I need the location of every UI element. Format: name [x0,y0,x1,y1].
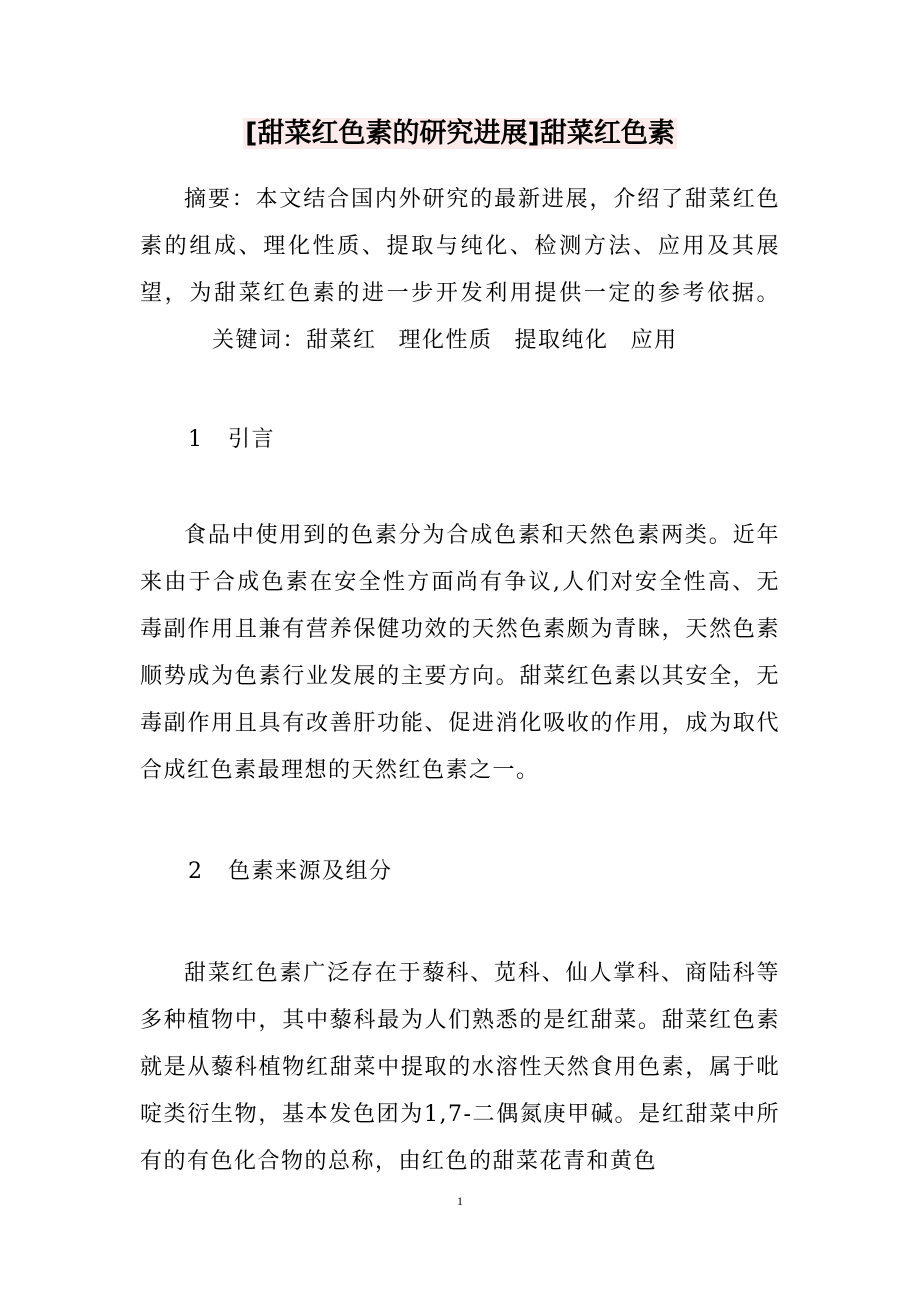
body-paragraph: 甜菜红色素广泛存在于藜科、苋科、仙人掌科、商陆科等多种植物中，其中藜科最为人们熟悉的是红甜菜。甜菜红色素就是从藜科植物红甜菜中提取的水溶性天然食用色素，属于吡啶类衍生物，基本发色团为1,7-二偶氮庚甲碱。是红甜菜中所有的有色化合物的总称，由红色的甜菜花青和黄色 [140,961,780,1174]
keywords-label: 关键词： [212,328,307,353]
section-heading-introduction [188,416,275,463]
keyword: 应用 [630,328,678,353]
title-text: [甜菜红色素的研究进展]甜菜红色素 [245,118,675,149]
abstract-block [140,176,780,364]
body-paragraph: 食品中使用到的色素分为合成色素和天然色素两类。近年来由于合成色素在安全性方面尚有争议,人们对安全性高、无毒副作用且兼有营养保健功效的天然色素颇为青睐，天然色素顺势成为色素行业发展的主要方向。甜菜红色素以其安全，无毒副作用且具有改善肝功能、促进消化吸收的作用，成为取代合成红色素最理想的天然红色素之一。 [140,523,780,783]
keyword: 提取纯化 [514,328,609,353]
keyword: 甜菜红 [306,328,377,353]
section-body-introduction [140,512,780,794]
page-number: 1 [457,1194,463,1208]
section-heading-text: 色素来源及组分 [228,859,393,884]
section-heading-sources [188,848,393,895]
abstract-text: 摘要：本文结合国内外研究的最新进展，介绍了甜菜红色素的组成、理化性质、提取与纯化、检测方法、应用及其展望，为甜菜红色素的进一步开发利用提供一定的参考依据。 [140,187,780,306]
keyword: 理化性质 [398,328,493,353]
section-number: 1 [188,427,204,452]
abstract-paragraph [140,176,780,364]
section-body-sources [140,950,780,1185]
section-heading-text: 引言 [228,427,276,452]
document-title [0,114,920,154]
section-number: 2 [188,859,204,884]
